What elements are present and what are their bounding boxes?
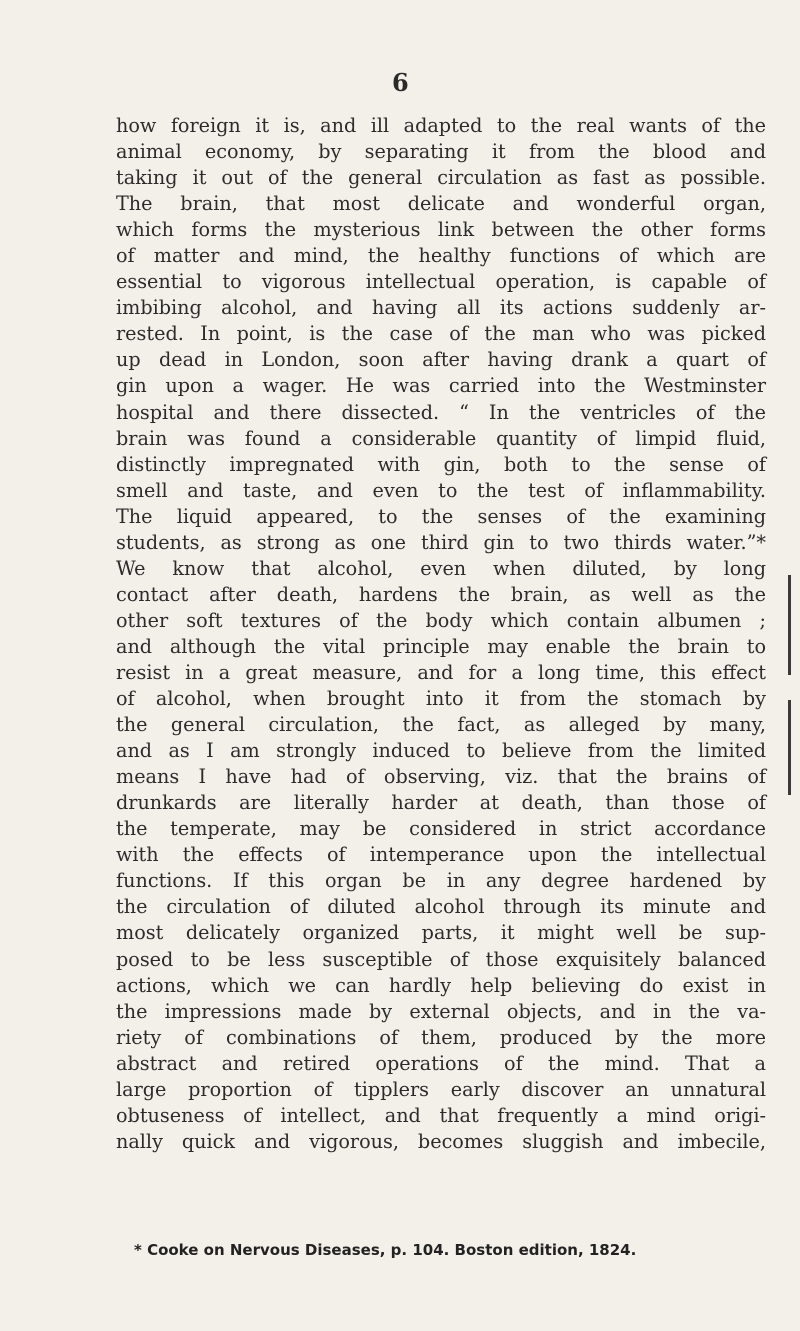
text-line: taking it out of the general circulation as fast as possible.	[116, 166, 766, 190]
page-number: 6	[392, 68, 409, 97]
text-line: The liquid appeared, to the senses of the examining	[116, 504, 766, 528]
text-line: brain was found a considerable quantity of limpid fluid,	[116, 426, 766, 450]
text-line: nally quick and vigorous, becomes sluggish and imbecile,	[116, 1129, 766, 1153]
text-line: other soft textures of the body which contain albumen ;	[116, 608, 766, 632]
text-line: rested. In point, is the case of the man who was picked	[116, 322, 766, 346]
text-line: drunkards are literally harder at death, than those of	[116, 791, 766, 815]
text-line: the impressions made by external objects, and in the va-	[116, 999, 766, 1023]
text-line: actions, which we can hardly help believing do exist in	[116, 973, 766, 997]
text-line: the circulation of diluted alcohol through its minute and	[116, 895, 766, 919]
text-line: means I have had of observing, viz. that the brains of	[116, 765, 766, 789]
text-line: of alcohol, when brought into it from the stomach by	[116, 687, 766, 711]
page-edge-mark	[788, 700, 791, 795]
page-edge-mark	[788, 575, 791, 675]
text-line: We know that alcohol, even when diluted, by long	[116, 556, 766, 580]
text-line: animal economy, by separating it from the blood and	[116, 140, 766, 164]
text-line: distinctly impregnated with gin, both to the sense of	[116, 452, 766, 476]
text-line: the temperate, may be considered in strict accordance	[116, 817, 766, 841]
text-line: of matter and mind, the healthy functions of which are	[116, 244, 766, 268]
text-line: imbibing alcohol, and having all its actions suddenly ar-	[116, 296, 766, 320]
text-line: which forms the mysterious link between the other forms	[116, 218, 766, 242]
text-line: the general circulation, the fact, as alleged by many,	[116, 713, 766, 737]
text-line: functions. If this organ be in any degree hardened by	[116, 869, 766, 893]
text-line: and as I am strongly induced to believe from the limited	[116, 739, 766, 763]
body-text	[116, 113, 766, 1155]
text-line: most delicately organized parts, it might well be sup-	[116, 921, 766, 945]
text-line: resist in a great measure, and for a long time, this effect	[116, 660, 766, 684]
text-line: and although the vital principle may enable the brain to	[116, 634, 766, 658]
text-line: smell and taste, and even to the test of inflammability.	[116, 478, 766, 502]
text-line: abstract and retired operations of the mind. That a	[116, 1051, 766, 1075]
text-line: how foreign it is, and ill adapted to the real wants of the	[116, 114, 766, 137]
text-line: essential to vigorous intellectual operation, is capable of	[116, 270, 766, 294]
text-line: contact after death, hardens the brain, as well as the	[116, 582, 766, 606]
text-line: riety of combinations of them, produced by the more	[116, 1025, 766, 1049]
text-line: students, as strong as one third gin to two thirds water.”*	[116, 530, 766, 554]
text-line: gin upon a wager. He was carried into the Westminster	[116, 374, 766, 398]
text-line: posed to be less susceptible of those exquisitely balanced	[116, 947, 766, 971]
text-line: large proportion of tipplers early discover an unnatural	[116, 1077, 766, 1101]
text-line: with the effects of intemperance upon the intellectual	[116, 843, 766, 867]
footnote: * Cooke on Nervous Diseases, p. 104. Boston edition, 1824.	[134, 1241, 637, 1259]
text-line: obtuseness of intellect, and that frequently a mind origi-	[116, 1103, 766, 1127]
text-line: The brain, that most delicate and wonderful organ,	[116, 192, 766, 216]
text-line: up dead in London, soon after having drank a quart of	[116, 348, 766, 372]
text-line: hospital and there dissected. “ In the ventricles of the	[116, 400, 766, 424]
